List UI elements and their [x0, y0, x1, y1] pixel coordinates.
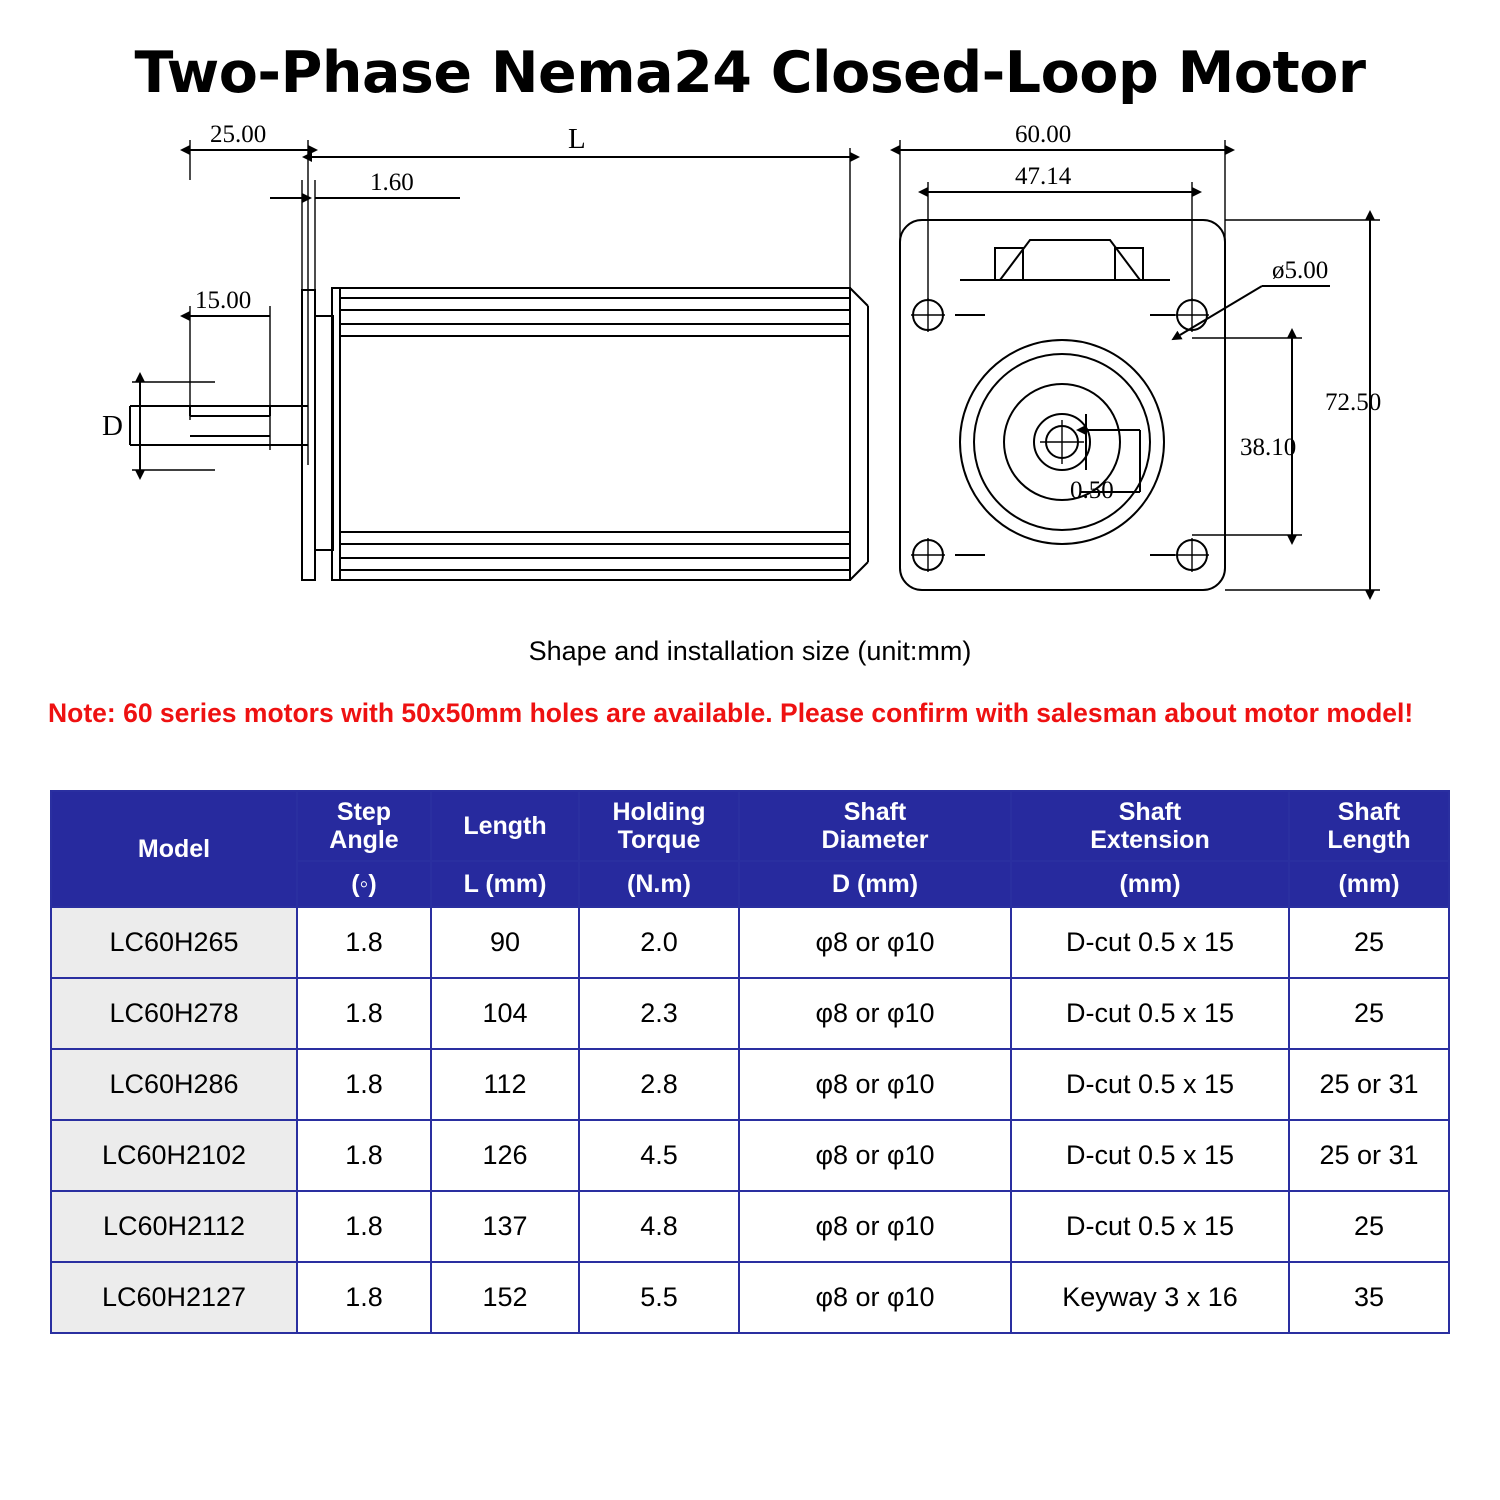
- cell-diameter: φ8 or φ10: [739, 1049, 1011, 1120]
- cell-torque: 2.3: [579, 978, 739, 1049]
- cell-extension: D-cut 0.5 x 15: [1011, 1049, 1289, 1120]
- th-shaft-diameter: [739, 791, 1011, 861]
- cell-shaft-length: 25: [1289, 1191, 1449, 1262]
- cell-model: LC60H2112: [51, 1191, 297, 1262]
- cell-model: LC60H286: [51, 1049, 297, 1120]
- dim-bolt-spacing: 47.14: [1015, 163, 1072, 190]
- page-title: Two-Phase Nema24 Closed-Loop Motor: [134, 40, 1366, 106]
- th-holding-torque: [579, 791, 739, 861]
- table-row: [51, 1262, 1449, 1333]
- dim-shaft-diameter-D: D: [102, 410, 123, 442]
- availability-note: Note: 60 series motors with 50x50mm holes are available. Please confirm with salesman about motor model!: [48, 698, 1414, 728]
- table-row: [51, 907, 1449, 978]
- cell-extension: D-cut 0.5 x 15: [1011, 907, 1289, 978]
- th-step-angle-line1: Step: [336, 798, 392, 826]
- th-unit-shaft-length: (mm): [1289, 861, 1449, 907]
- drawing-svg: [40, 120, 1460, 640]
- cell-torque: 2.0: [579, 907, 739, 978]
- cell-shaft-length: 25 or 31: [1289, 1049, 1449, 1120]
- th-torque-line1: Holding: [612, 798, 706, 826]
- dim-hole-diameter: ø5.00: [1272, 257, 1329, 284]
- th-extension-line1: Shaft: [1118, 798, 1182, 826]
- cell-step-angle: 1.8: [297, 1120, 431, 1191]
- cell-extension: D-cut 0.5 x 15: [1011, 1120, 1289, 1191]
- cell-torque: 4.8: [579, 1191, 739, 1262]
- spec-table-container: [50, 790, 1448, 1334]
- th-diameter-line1: Shaft: [843, 798, 907, 826]
- header-row-names: [51, 791, 1449, 861]
- cell-step-angle: 1.8: [297, 978, 431, 1049]
- dim-body-length-L: L: [568, 123, 586, 155]
- th-model: Model: [51, 791, 297, 907]
- cell-diameter: φ8 or φ10: [739, 907, 1011, 978]
- cell-length: 152: [431, 1262, 579, 1333]
- th-shaftlen-line2: Length: [1327, 826, 1411, 854]
- table-row: [51, 1191, 1449, 1262]
- cell-shaft-length: 25: [1289, 907, 1449, 978]
- cell-model: LC60H265: [51, 907, 297, 978]
- th-unit-length: L (mm): [431, 861, 579, 907]
- dim-dcut-length-15: 15.00: [195, 287, 252, 314]
- cell-length: 104: [431, 978, 579, 1049]
- cell-diameter: φ8 or φ10: [739, 1262, 1011, 1333]
- th-unit-extension: (mm): [1011, 861, 1289, 907]
- cell-shaft-length: 35: [1289, 1262, 1449, 1333]
- th-extension-line2: Extension: [1090, 826, 1210, 854]
- dim-front-height: 72.50: [1325, 389, 1382, 416]
- th-length-line1: Length: [463, 812, 547, 840]
- cell-diameter: φ8 or φ10: [739, 1120, 1011, 1191]
- cell-length: 112: [431, 1049, 579, 1120]
- cell-shaft-length: 25 or 31: [1289, 1120, 1449, 1191]
- cell-torque: 4.5: [579, 1120, 739, 1191]
- th-step-angle-line2: Angle: [329, 826, 399, 854]
- th-unit-torque: (N.m): [579, 861, 739, 907]
- th-shaft-length: [1289, 791, 1449, 861]
- cell-model: LC60H278: [51, 978, 297, 1049]
- cell-length: 126: [431, 1120, 579, 1191]
- cell-torque: 5.5: [579, 1262, 739, 1333]
- table-row: [51, 1049, 1449, 1120]
- cell-step-angle: 1.8: [297, 1191, 431, 1262]
- th-diameter-line2: Diameter: [821, 826, 929, 854]
- table-row: [51, 1120, 1449, 1191]
- spec-table-head: [51, 791, 1449, 907]
- cell-diameter: φ8 or φ10: [739, 978, 1011, 1049]
- cell-torque: 2.8: [579, 1049, 739, 1120]
- dim-flange-thickness: 1.60: [370, 169, 414, 196]
- table-row: [51, 978, 1449, 1049]
- cell-diameter: φ8 or φ10: [739, 1191, 1011, 1262]
- th-torque-line2: Torque: [617, 826, 701, 854]
- cell-shaft-length: 25: [1289, 978, 1449, 1049]
- cell-model: LC60H2102: [51, 1120, 297, 1191]
- cell-extension: D-cut 0.5 x 15: [1011, 978, 1289, 1049]
- spec-table: [50, 790, 1450, 1334]
- th-step-angle: [297, 791, 431, 861]
- cell-step-angle: 1.8: [297, 907, 431, 978]
- th-shaft-extension: [1011, 791, 1289, 861]
- cell-extension: Keyway 3 x 16: [1011, 1262, 1289, 1333]
- cell-model: LC60H2127: [51, 1262, 297, 1333]
- dim-pilot-diameter: 38.10: [1240, 434, 1297, 461]
- th-shaftlen-line1: Shaft: [1337, 798, 1401, 826]
- dim-dcut-depth: 0.50: [1070, 477, 1114, 504]
- cell-step-angle: 1.8: [297, 1262, 431, 1333]
- th-unit-step-angle: (◦): [297, 861, 431, 907]
- dim-front-width: 60.00: [1015, 121, 1072, 148]
- cell-step-angle: 1.8: [297, 1049, 431, 1120]
- cell-extension: D-cut 0.5 x 15: [1011, 1191, 1289, 1262]
- drawing-caption: Shape and installation size (unit:mm): [528, 636, 972, 666]
- spec-table-body: [51, 907, 1449, 1333]
- th-unit-diameter: D (mm): [739, 861, 1011, 907]
- th-length: [431, 791, 579, 861]
- dim-shaft-length: 25.00: [210, 121, 267, 148]
- motor-dimension-drawing: [40, 120, 1460, 640]
- cell-length: 90: [431, 907, 579, 978]
- cell-length: 137: [431, 1191, 579, 1262]
